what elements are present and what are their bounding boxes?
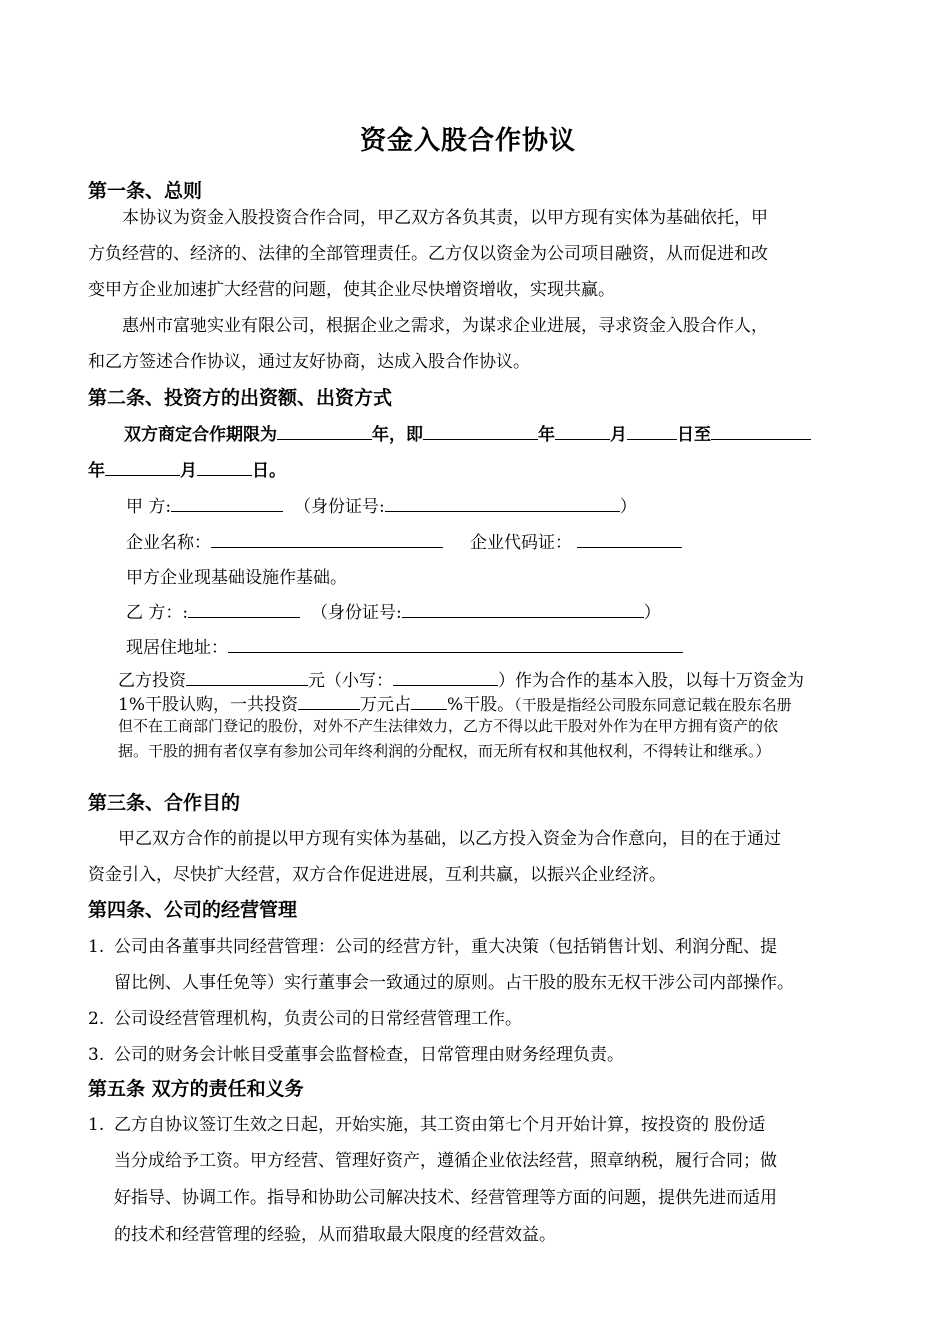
total-investment-blank <box>298 691 360 710</box>
item-number: 2. <box>88 1009 105 1029</box>
item-number: 1. <box>88 937 105 957</box>
section-1-line-2: 方负经营的、经济的、法律的全部管理责任。乙方仅以资金为公司项目融资，从而促进和改 <box>88 244 768 264</box>
party-a-line <box>126 492 637 517</box>
investment-line-1 <box>118 666 804 691</box>
company-name-blank <box>211 529 443 548</box>
item-text: 公司的财务会计帐目受董事会监督检查，日常管理由财务经理负责。 <box>114 1045 624 1065</box>
item-text: 公司设经营管理机构，负责公司的日常经营管理工作。 <box>114 1009 522 1029</box>
party-b-id-blank <box>402 599 644 618</box>
day-to-label: 日至 <box>677 425 711 445</box>
cooperation-period-line-2 <box>88 456 286 481</box>
section-5-line-2: 当分成给予工资。甲方经营、管理好资产，遵循企业依法经营，照章纳税，履行合同；做 <box>114 1151 777 1171</box>
start-month-blank <box>555 421 610 440</box>
item-text: 乙方自协议签订生效之日起，开始实施，其工资由第七个月开始计算，按投资的 股份适 <box>114 1115 766 1135</box>
section-4-item-1 <box>88 932 777 957</box>
end-month-blank <box>105 457 180 476</box>
section-4-heading: 第四条、公司的经营管理 <box>88 899 298 921</box>
section-4-item-3 <box>88 1040 624 1065</box>
section-1-line-4: 惠州市富驰实业有限公司，根据企业之需求，为谋求企业进展，寻求资金入股合作人， <box>122 316 768 336</box>
address-line <box>126 633 683 658</box>
investment-text: 万元占 <box>359 695 411 715</box>
investment-lowercase-blank <box>393 667 498 686</box>
address-blank <box>228 634 683 653</box>
dry-share-note: （干股是指经公司股东同意记载在股东名册 <box>514 696 792 714</box>
item-number: 3. <box>88 1045 105 1065</box>
section-5-line-3: 好指导、协调工作。指导和协助公司解决技术、经营管理等方面的问题，提供先进而适用 <box>114 1188 777 1208</box>
close-paren: ） <box>619 497 637 517</box>
years-blank <box>277 421 372 440</box>
year-label: 年 <box>88 461 105 481</box>
section-1-line-1: 本协议为资金入股投资合作合同，甲乙双方各负其责，以甲方现有实体为基础依托，甲 <box>122 208 768 228</box>
cooperation-period-line-1 <box>124 420 811 445</box>
company-code-label: 企业代码证： <box>470 533 573 553</box>
dry-share-note-line-3: 据。干股的拥有者仅享有参加公司年终利润的分配权，而无所有权和其他权利，不得转让和继承。） <box>118 742 771 760</box>
section-1-line-5: 和乙方签述合作协议，通过友好协商，达成入股合作协议。 <box>88 352 530 372</box>
section-1-heading: 第一条、总则 <box>88 180 203 202</box>
party-a-label: 甲 方: <box>126 497 172 517</box>
section-5-item-1 <box>88 1110 765 1135</box>
month-label: 月 <box>610 425 627 445</box>
party-b-line <box>126 598 661 623</box>
base-line: 甲方企业现基础设施作基础。 <box>126 568 347 588</box>
item-text: 公司由各董事共同经营管理：公司的经营方针，重大决策（包括销售计划、利润分配、提 <box>114 937 777 957</box>
section-4-item-1-cont: 留比例、人事任免等）实行董事会一致通过的原则。占干股的股东无权干涉公司内部操作。 <box>114 973 794 993</box>
dry-share-note-line-2: 但不在工商部门登记的股份，对外不产生法律效力，乙方不得以此干股对外作为在甲方拥有资产的依 <box>118 717 779 735</box>
investment-label: 乙方投资 <box>118 671 186 691</box>
period-text: 年，即 <box>372 425 423 445</box>
section-3-heading: 第三条、合作目的 <box>88 792 241 814</box>
close-paren: ） <box>643 603 661 623</box>
investment-line-2 <box>118 690 792 715</box>
party-a-id-blank <box>385 493 620 512</box>
page-title: 资金入股合作协议 <box>360 126 577 156</box>
company-code-blank <box>577 529 682 548</box>
investment-text: ）作为合作的基本入股，以每十万资金为 <box>498 671 804 691</box>
section-3-line-1: 甲乙双方合作的前提以甲方现有实体为基础，以乙方投入资金为合作意向，目的在于通过 <box>118 829 781 849</box>
company-name-label: 企业名称： <box>126 533 211 553</box>
party-a-name-blank <box>171 493 283 512</box>
section-5-line-4: 的技术和经营管理的经验，从而猎取最大限度的经营效益。 <box>114 1225 556 1245</box>
party-b-label: 乙 方：: <box>126 603 189 623</box>
section-4-item-2 <box>88 1004 522 1029</box>
address-label: 现居住地址： <box>126 638 228 658</box>
section-2-heading: 第二条、投资方的出资额、出资方式 <box>88 387 393 409</box>
period-label: 双方商定合作期限为 <box>124 425 277 445</box>
year-label: 年 <box>538 425 555 445</box>
end-year-blank <box>711 421 811 440</box>
id-label: （身份证号: <box>293 497 385 517</box>
investment-lowercase-label: 元（小写： <box>308 671 393 691</box>
id-label: （身份证号: <box>310 603 402 623</box>
investment-text: %干股。 <box>446 695 515 715</box>
section-3-line-2: 资金引入，尽快扩大经营，双方合作促进进展，互利共赢，以振兴企业经济。 <box>88 865 666 885</box>
investment-amount-blank <box>186 667 308 686</box>
share-percent-blank <box>411 691 447 710</box>
company-line <box>126 528 682 553</box>
end-day-blank <box>197 457 252 476</box>
day-label: 日。 <box>252 461 286 481</box>
item-number: 1. <box>88 1115 105 1135</box>
section-1-line-3: 变甲方企业加速扩大经营的问题，使其企业尽快增资增收，实现共赢。 <box>88 280 615 300</box>
start-year-blank <box>423 421 538 440</box>
start-day-blank <box>627 421 677 440</box>
month-label: 月 <box>180 461 197 481</box>
party-b-name-blank <box>188 599 300 618</box>
investment-text: 1%干股认购，一共投资 <box>118 695 298 715</box>
section-5-heading: 第五条 双方的责任和义务 <box>88 1078 304 1100</box>
